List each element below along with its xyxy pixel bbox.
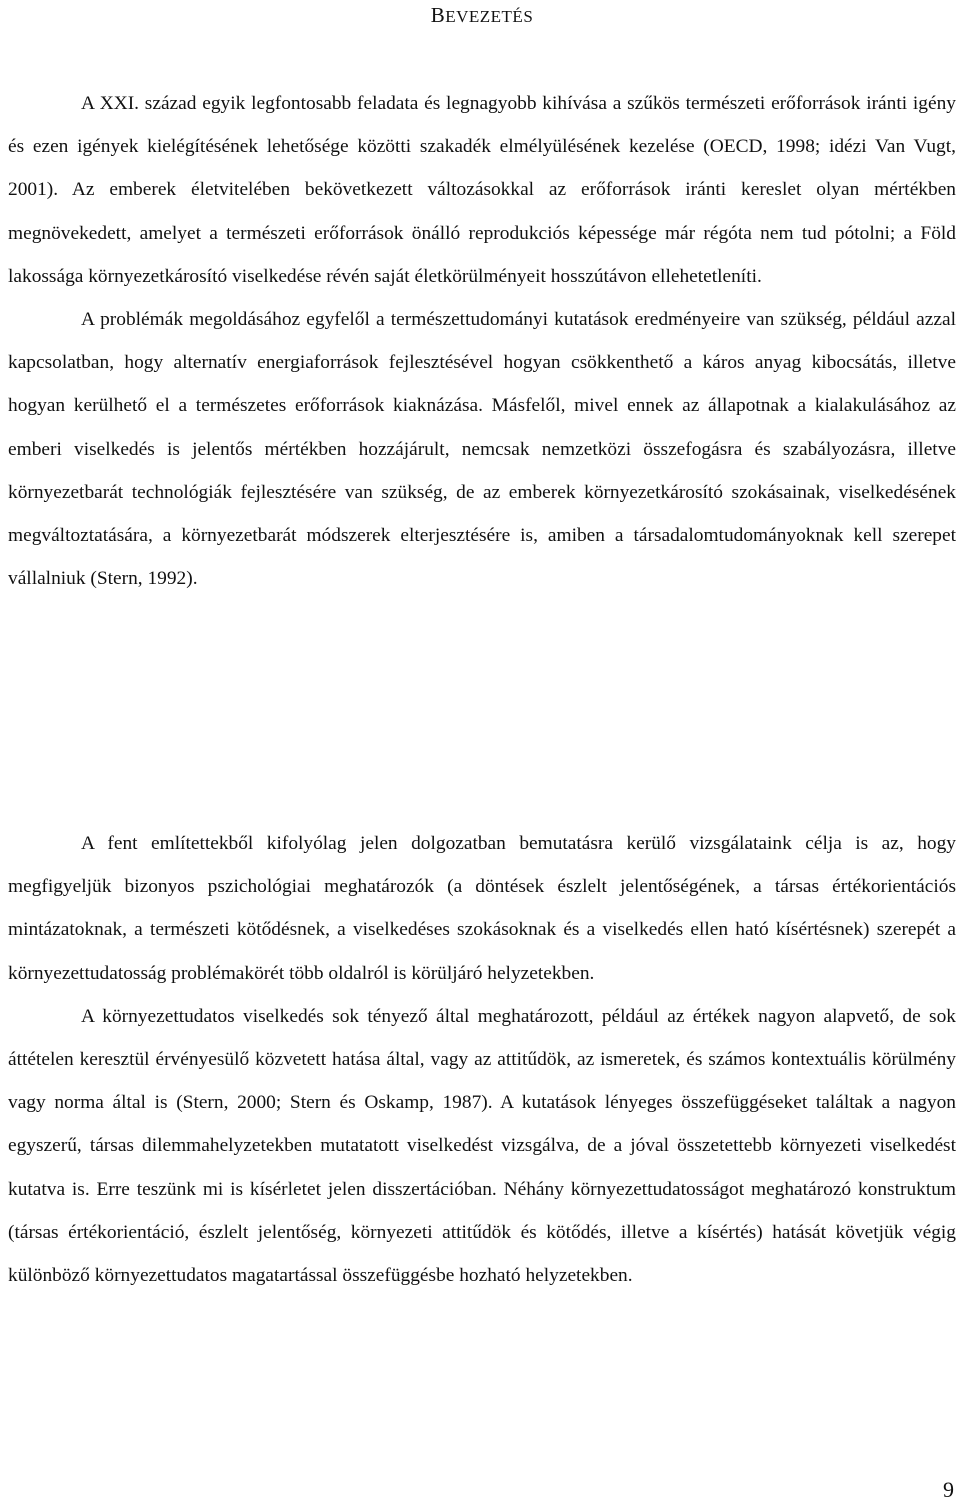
paragraph: A XXI. század egyik legfontosabb feladata és legnagyobb kihívása a szűkös természeti erőforrások iránti igény és ezen igények kielégítésének lehetősége közötti szakadék elmélyülésének kezelése (OECD, 1998; idézi Van Vugt, 2001). Az emberek életvitelében bekövetkezett változásokkal az erőforrások iránti kereslet olyan mértékben megnövekedett, amelyet a természeti erőforrások önálló reprodukciós képessége már régóta nem tud pótolni; a Föld lakossága környezetkárosító viselkedése révén saját életkörülményeit hosszútávon ellehetetleníti. xyxy=(8,93,956,287)
page-number: 9 xyxy=(943,1477,954,1502)
section-intro xyxy=(8,82,956,600)
paragraph: A környezettudatos viselkedés sok tényező által meghatározott, például az értékek nagyon alapvető, de sok áttételen keresztül érvényesülő közvetett hatása által, vagy az attitűdök, az ismeretek, és számos kontextuális körülmény vagy norma által is (Stern, 2000; Stern és Oskamp, 1987). A kutatások lényeges összefüggéseket találtak a nagyon egyszerű, társas dilemmahelyzetekben mutatatott viselkedést vizsgálva, de a jóval összetettebb környezeti viselkedést kutatva is. Erre teszünk mi is kísérletet jelen disszertációban. Néhány környezettudatosságot meghatározó konstruktum (társas értékorientáció, észlelt jelentőség, környezeti attitűdök és kötődés, illetve a kísértés) hatását követjük végig különböző környezettudatos magatartással összefüggésbe hozható helyzetekben. xyxy=(8,1005,956,1287)
title-rest: EVEZETÉS xyxy=(445,7,534,26)
paragraph: A fent említettekből kifolyólag jelen dolgozatban bemutatásra kerülő vizsgálataink célja is az, hogy megfigyeljük bizonyos pszichológiai meghatározók (a döntések észlelt jelentőségének, a társas értékorientációs mintázatoknak, a természeti kötődésnek, a viselkedéses szokásoknak és a viselkedés ellen ható kísértésnek) szerepét a környezettudatosság problémakörét több oldalról is körüljáró helyzetekben. xyxy=(8,833,956,984)
section-aims xyxy=(8,822,956,1297)
title-initial: B xyxy=(430,3,446,27)
paragraph: A problémák megoldásához egyfelől a természettudományi kutatások eredményeire van szükség, például azzal kapcsolatban, hogy alternatív energiaforrások fejlesztésével hogyan csökkenthető a káros anyag kibocsátás, illetve hogyan kerülhető el a természetes erőforrások kiaknázása. Másfelől, mivel ennek az állapotnak a kialakulásához az emberi viselkedés is jelentős mértékben hozzájárult, nemcsak nemzetközi összefogásra és szabályozásra, illetve környezetbarát technológiák fejlesztésére van szükség, de az emberek környezetkárosító szokásainak, viselkedésének megváltoztatására, a környezetbarát módszerek elterjesztésére is, amiben a társadalomtudományoknak kell szerepet vállalniuk (Stern, 1992). xyxy=(8,309,956,590)
page-title xyxy=(8,0,956,29)
document-page xyxy=(8,0,956,1287)
